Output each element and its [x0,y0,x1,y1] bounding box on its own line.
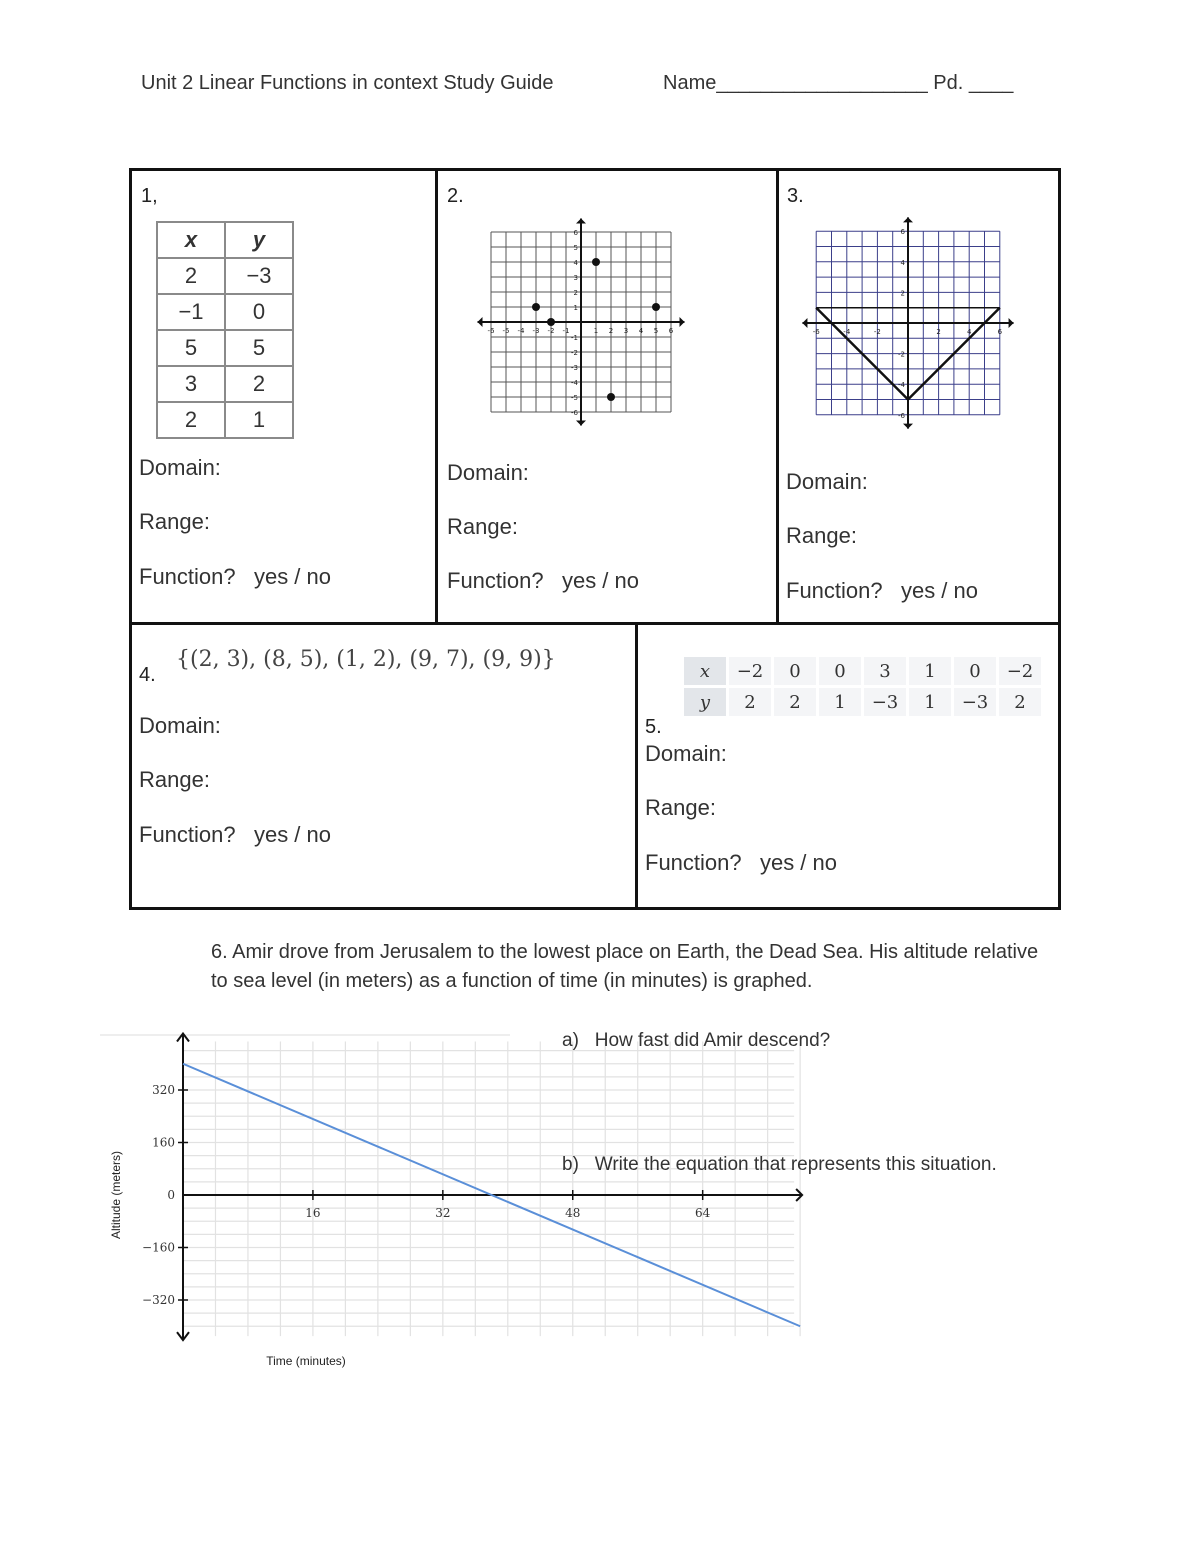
y-tick-label: 2 [900,289,905,298]
axis-arrow [802,318,807,328]
axis-arrow [903,424,913,429]
function-question: Function? yes / no [447,568,639,593]
question-a: a) How fast did Amir descend? [562,1030,831,1051]
domain-label: Domain: [447,460,529,485]
y-tick-label: -3 [571,364,578,372]
y-tick-label: 5 [573,244,578,252]
table-cell: 2 [157,258,225,294]
data-point [607,393,615,401]
domain-label: Domain: [645,741,727,766]
relation-table [681,654,1044,719]
word-problem-text: 6. Amir drove from Jerusalem to the lowest place on Earth, the Dead Sea. His altitude relative to sea level (in meters) as a function of time (in minutes) is graphed. [211,941,1039,992]
xy-table [156,221,294,439]
range-label: Range: [139,509,210,534]
axis-arrow [478,317,483,327]
x-tick-label: 4 [966,328,972,336]
table-cell: −3 [864,688,906,716]
x-tick-label: 3 [623,327,629,335]
table-cell: 2 [729,688,771,716]
y-tick-label: -2 [571,349,578,357]
page-title: Unit 2 Linear Functions in context Study Guide [141,72,554,94]
y-tick-label: 6 [900,228,905,237]
y-tick-label: 6 [573,229,578,237]
y-tick-label: -4 [898,381,905,390]
y-tick-label: −160 [142,1240,175,1255]
range-label: Range: [447,514,518,539]
y-tick-label: -5 [571,394,578,402]
y-tick-label: 4 [900,258,905,267]
question-b: b) Write the equation that represents this situation. [562,1154,997,1175]
x-tick-label: 64 [695,1206,711,1220]
x-tick-label: 32 [435,1206,451,1220]
name-period-line: Name___________________ Pd. ____ [663,72,1014,94]
table-cell: 5 [225,330,293,366]
x-axis-label: Time (minutes) [266,1354,346,1368]
scatter-plot [475,215,690,430]
x-tick-label: 6 [668,327,674,335]
y-tick-label: −320 [142,1293,175,1307]
x-tick-label: -6 [812,328,820,336]
axis-arrow [903,217,913,222]
data-point [652,303,660,311]
data-point [532,303,540,311]
axis-arrow [1009,318,1014,328]
table-cell: 1 [225,402,293,438]
table-cell: 1 [909,688,951,716]
problem-number: 3. [787,185,804,207]
table-header: x [157,222,225,258]
y-tick-label: -4 [571,379,578,387]
x-tick-label: 2 [936,328,941,336]
domain-label: Domain: [786,469,868,494]
domain-label: Domain: [139,713,221,738]
problem-number: 1, [141,185,158,207]
x-tick-label: 6 [997,328,1003,336]
data-point [547,318,555,326]
axis-arrow [576,219,586,224]
x-tick-label: -2 [547,327,555,335]
x-tick-label: 2 [608,327,614,335]
table-cell: 2 [774,688,816,716]
axis-arrow [576,421,586,426]
x-tick-label: 1 [593,327,599,335]
function-question: Function? yes / no [645,850,837,875]
table-cell: 0 [774,657,816,685]
row-header: y [684,688,726,716]
ordered-pair-set: {(2, 3), (8, 5), (1, 2), (9, 7), (9, 9)} [176,647,556,672]
row-header: x [684,657,726,685]
x-tick-label: -4 [517,327,525,335]
y-tick-label: 3 [573,274,578,282]
x-tick-label: -6 [487,327,495,335]
function-question: Function? yes / no [139,822,331,847]
y-tick-label: 1 [573,304,578,312]
y-axis-label: Altitude (meters) [109,1150,123,1240]
x-tick-label: -4 [843,328,851,336]
problem-number: 2. [447,185,464,207]
function-question: Function? yes / no [139,564,331,589]
table-cell: 3 [864,657,906,685]
x-tick-label: -2 [873,328,881,336]
v-graph [798,212,1020,434]
y-tick-label: -6 [571,409,578,417]
table-cell: −2 [729,657,771,685]
table-cell: 2 [225,366,293,402]
y-tick-label: 4 [573,259,578,267]
y-tick-label: 320 [152,1083,175,1097]
function-question: Function? yes / no [786,578,978,603]
domain-label: Domain: [139,455,221,480]
x-tick-label: 4 [638,327,644,335]
x-tick-label: 48 [565,1206,581,1220]
table-header: y [225,222,293,258]
table-cell: 0 [819,657,861,685]
x-tick-label: 5 [653,327,659,335]
y-tick-label: -1 [571,334,578,342]
range-label: Range: [139,767,210,792]
table-cell: 2 [157,402,225,438]
range-label: Range: [645,795,716,820]
table-cell: −1 [157,294,225,330]
x-tick-label: -3 [532,327,540,335]
y-tick-label: 2 [573,289,578,297]
y-tick-label: 0 [167,1188,175,1202]
range-label: Range: [786,523,857,548]
table-cell: 0 [954,657,996,685]
table-cell: 5 [157,330,225,366]
problem-number: 5. [645,716,662,738]
y-tick-label: -2 [898,350,905,359]
x-tick-label: -1 [562,327,570,335]
data-point [592,258,600,266]
x-tick-label: 16 [305,1206,321,1220]
table-cell: −2 [999,657,1041,685]
table-cell: 1 [819,688,861,716]
table-cell: −3 [954,688,996,716]
x-tick-label: -5 [502,327,510,335]
table-cell: −3 [225,258,293,294]
table-cell: 0 [225,294,293,330]
y-tick-label: 160 [152,1135,175,1150]
table-cell: 1 [909,657,951,685]
axis-arrow [680,317,685,327]
table-cell: 2 [999,688,1041,716]
table-cell: 3 [157,366,225,402]
problem-number: 4. [139,664,156,686]
y-tick-label: -6 [898,411,905,420]
